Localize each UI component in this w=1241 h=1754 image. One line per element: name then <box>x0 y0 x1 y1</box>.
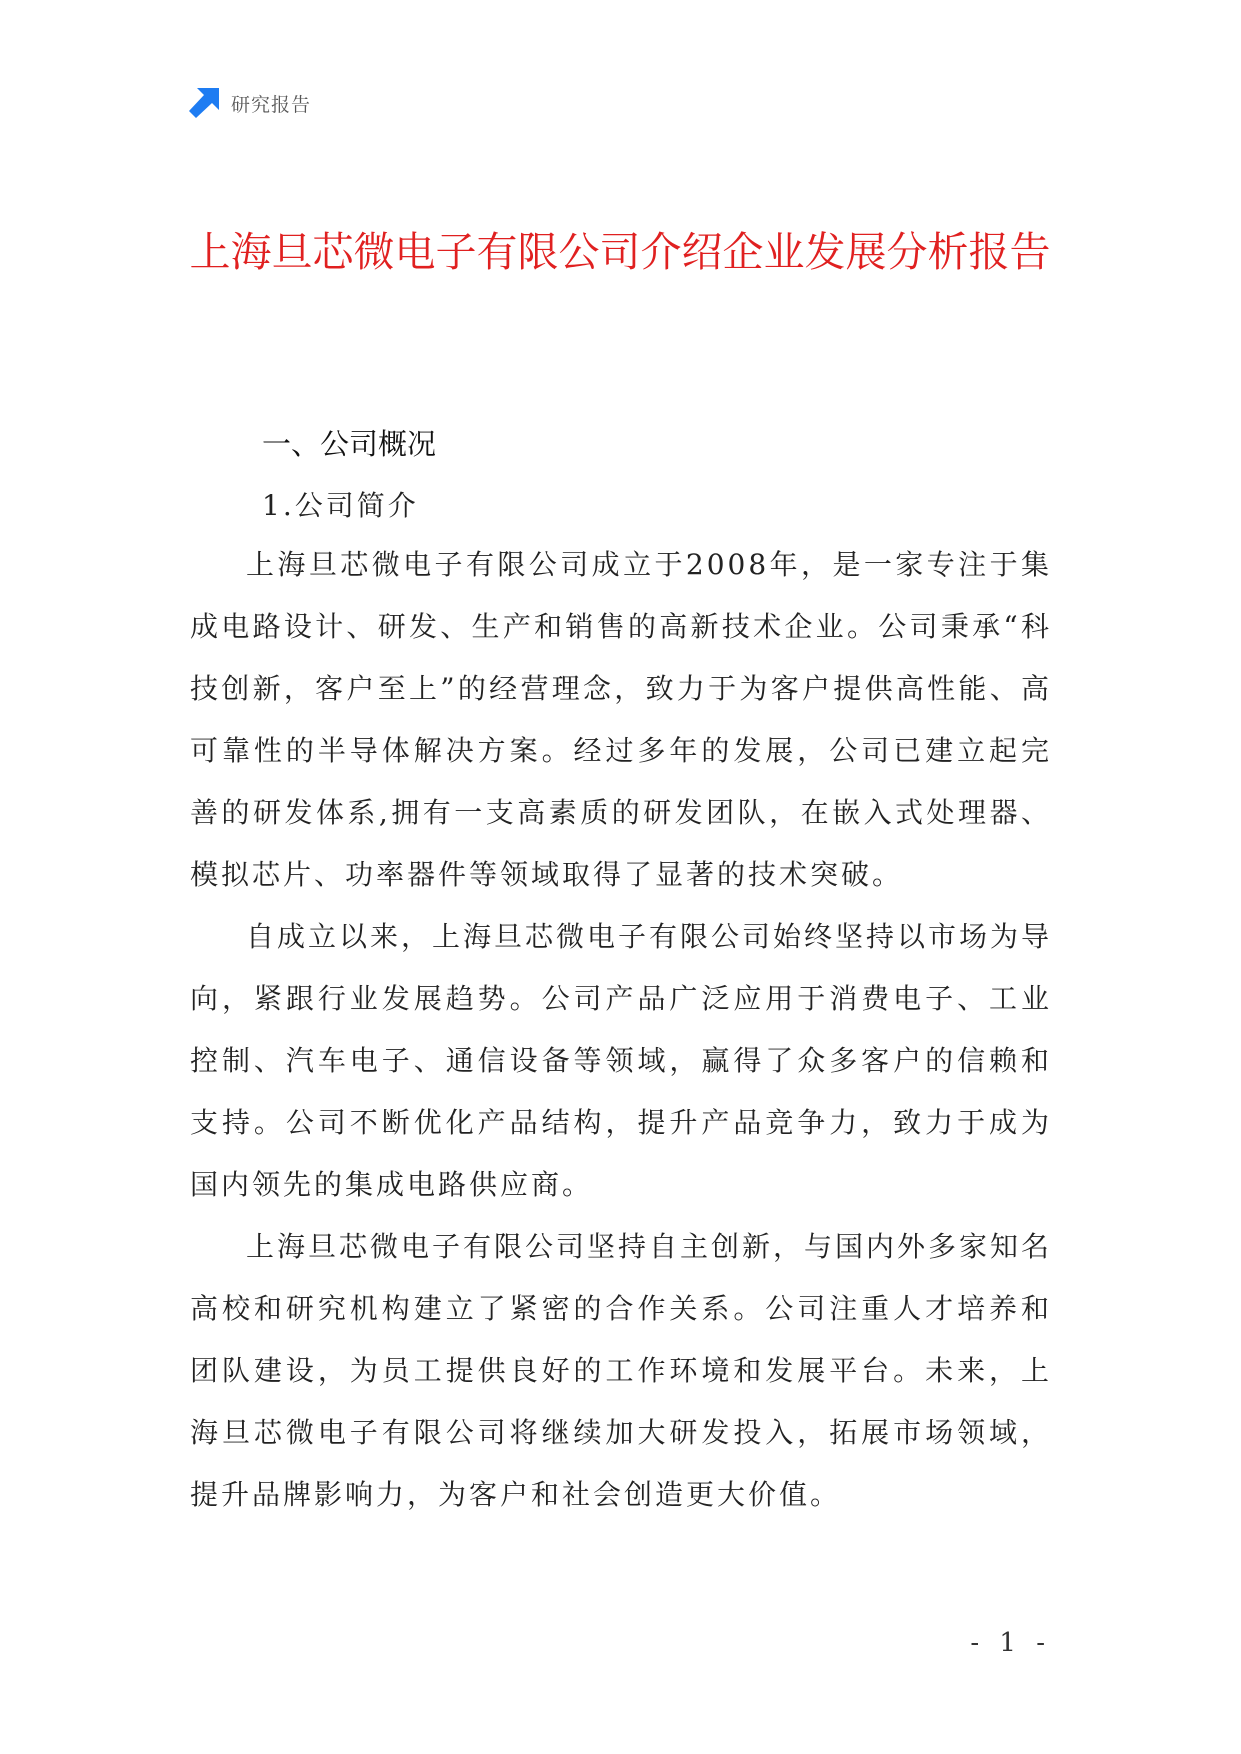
page-number: - 1 - <box>970 1628 1051 1658</box>
document-body <box>190 534 1052 1526</box>
section-heading: 一、公司概况 <box>262 427 437 461</box>
document-title: 上海旦芯微电子有限公司介绍企业发展分析报告 <box>189 228 1051 276</box>
subsection-heading: 1.公司简介 <box>262 489 419 522</box>
header-label: 研究报告 <box>231 93 312 116</box>
arrow-up-right-icon <box>189 88 219 118</box>
paragraph-3: 上海旦芯微电子有限公司坚持自主创新，与国内外多家知名高校和研究机构建立了紧密的合作关系。公司注重人才培养和团队建设，为员工提供良好的工作环境和发展平台。未来，上海旦芯微电子有限公司将继续加大研发投入，拓展市场领域，提升品牌影响力，为客户和社会创造更大价值。 <box>190 1230 1053 1511</box>
paragraph-2: 自成立以来，上海旦芯微电子有限公司始终坚持以市场为导向，紧跟行业发展趋势。公司产品广泛应用于消费电子、工业控制、汽车电子、通信设备等领域，赢得了众多客户的信赖和支持。公司不断优化产品结构，提升产品竞争力，致力于成为国内领先的集成电路供应商。 <box>190 920 1053 1201</box>
page-header <box>189 88 311 118</box>
paragraph-1: 上海旦芯微电子有限公司成立于2008年，是一家专注于集成电路设计、研发、生产和销售的高新技术企业。公司秉承“科技创新，客户至上”的经营理念，致力于为客户提供高性能、高可靠性的半导体解决方案。经过多年的发展，公司已建立起完善的研发体系,拥有一支高素质的研发团队，在嵌入式处理器、模拟芯片、功率器件等领域取得了显著的技术突破。 <box>190 548 1052 891</box>
